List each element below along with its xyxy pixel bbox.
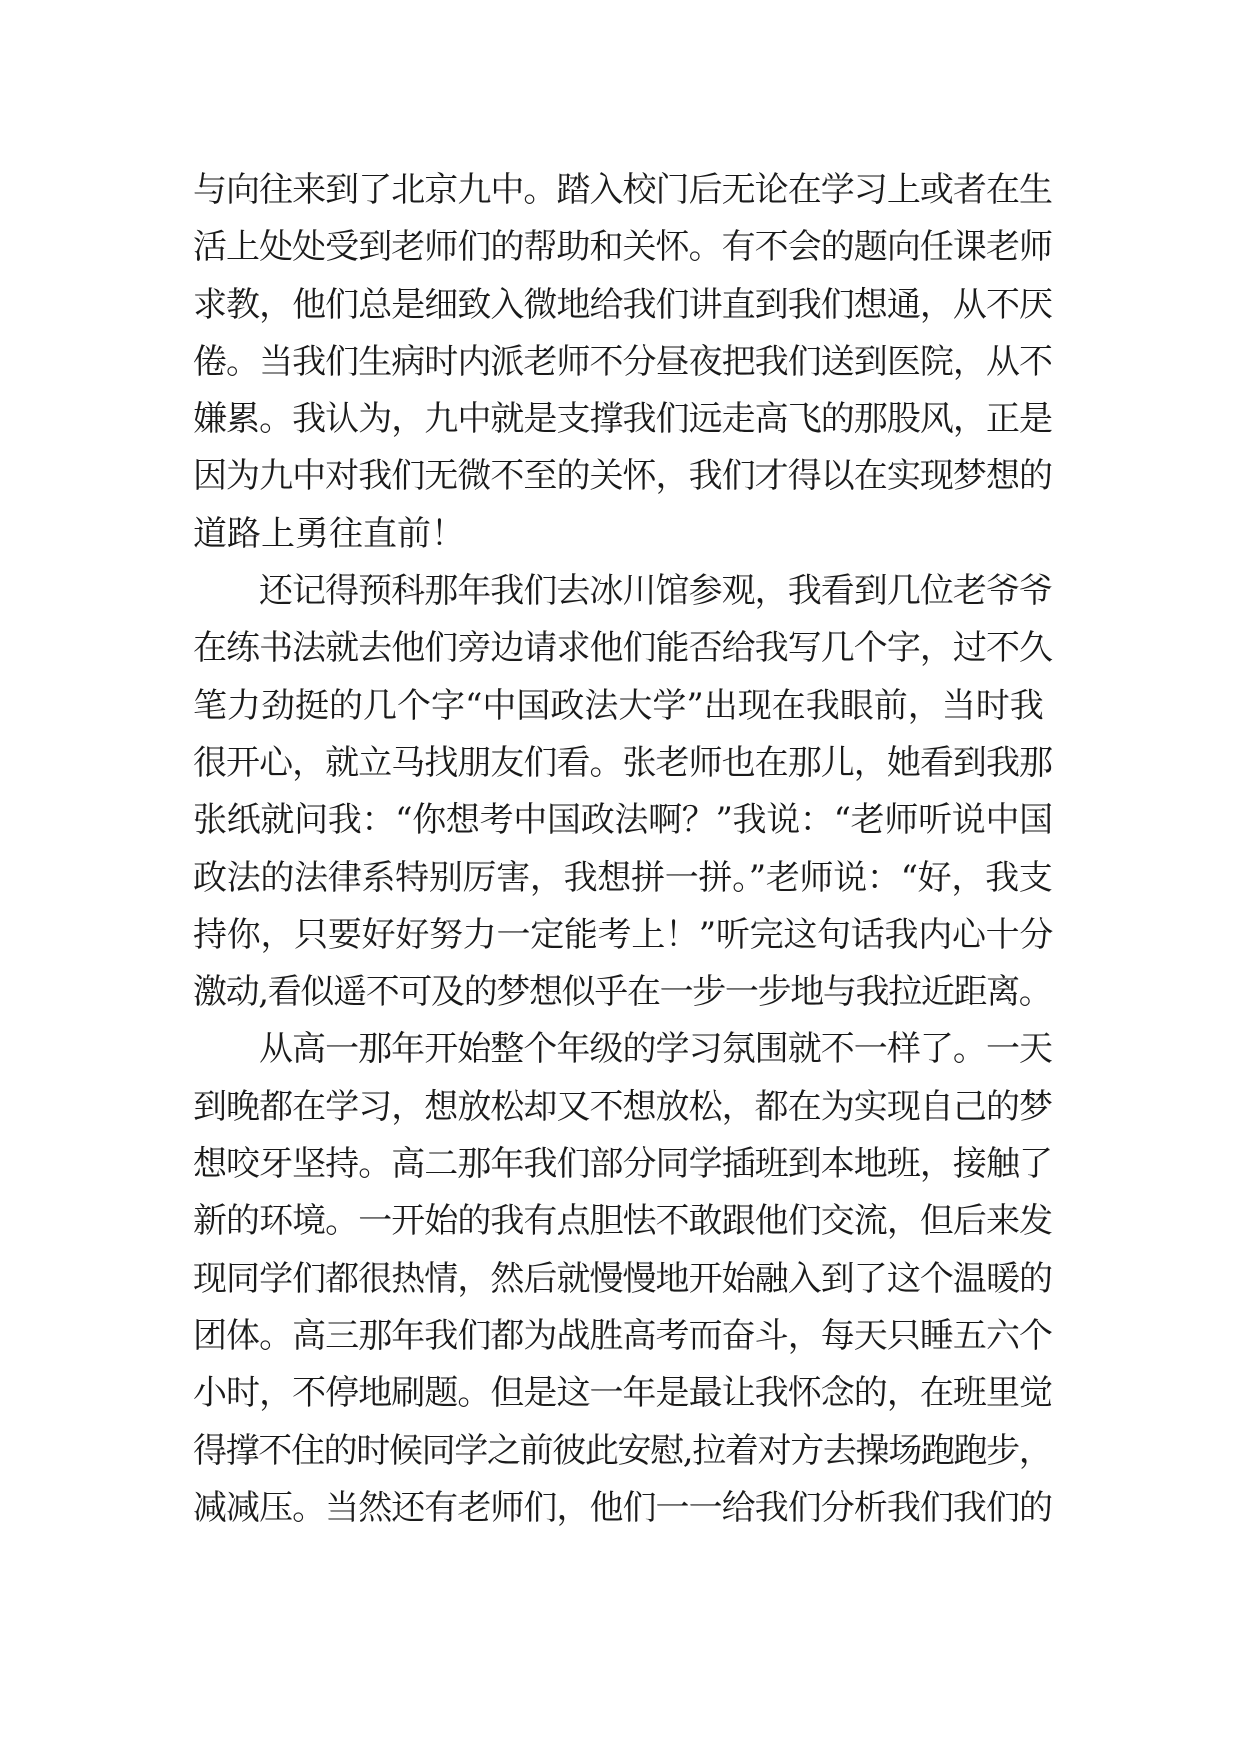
text-line: 到晚都在学习，想放松却又不想放松，都在为实现自己的梦: [193, 1086, 1053, 1127]
text-line: 与向往来到了北京九中。踏入校门后无论在学习上或者在生: [193, 170, 1053, 210]
text-line: 笔力劲挺的几个字“中国政法大学”出现在我眼前，当时我: [193, 685, 1044, 726]
text-line: 现同学们都很热情，然后就慢慢地开始融入到了这个温暖的: [193, 1258, 1053, 1299]
text-line: 因为九中对我们无微不至的关怀，我们才得以在实现梦想的: [193, 456, 1053, 497]
body-text: [193, 162, 1053, 1537]
text-line: 减减压。当然还有老师们，他们一一给我们分析我们我们的: [193, 1487, 1053, 1528]
text-line: 团体。高三那年我们都为战胜高考而奋斗，每天只睡五六个: [193, 1315, 1053, 1356]
text-line: 小时，不停地刷题。但是这一年是最让我怀念的，在班里觉: [193, 1373, 1053, 1414]
text-line: 张纸就问我：“你想考中国政法啊？”我说：“老师听说中国: [193, 800, 1053, 841]
text-line: 想咬牙坚持。高二那年我们部分同学插班到本地班，接触了: [193, 1144, 1053, 1185]
text-line: 新的环境。一开始的我有点胆怯不敢跟他们交流，但后来发: [193, 1201, 1053, 1242]
text-line: 在练书法就去他们旁边请求他们能否给我写几个字，过不久: [193, 628, 1053, 669]
paragraph-first-line: 还记得预科那年我们去冰川馆参观，我看到几位老爷爷: [259, 571, 1053, 612]
text-line: 持你，只要好好努力一定能考上！”听完这句话我内心十分: [193, 914, 1054, 955]
text-line: 求教，他们总是细致入微地给我们讲直到我们想通，从不厌: [193, 284, 1053, 325]
text-line: 得撑不住的时候同学之前彼此安慰,拉着对方去操场跑跑步，: [193, 1430, 1052, 1471]
text-line: 倦。当我们生病时内派老师不分昼夜把我们送到医院，从不: [193, 341, 1053, 382]
text-line: 嫌累。我认为，九中就是支撑我们远走高飞的那股风，正是: [193, 399, 1053, 440]
text-line: 政法的法律系特别厉害，我想拼一拼。”老师说：“好，我支: [193, 857, 1053, 898]
paragraph-first-line: 从高一那年开始整个年级的学习氛围就不一样了。一天: [259, 1029, 1053, 1070]
text-line: 道路上勇往直前！: [193, 513, 465, 554]
text-line: 激动,看似遥不可及的梦想似乎在一步一步地与我拉近距离。: [193, 972, 1052, 1013]
text-line: 很开心，就立马找朋友们看。张老师也在那儿，她看到我那: [193, 742, 1053, 783]
text-line: 活上处处受到老师们的帮助和关怀。有不会的题向任课老师: [193, 227, 1053, 268]
